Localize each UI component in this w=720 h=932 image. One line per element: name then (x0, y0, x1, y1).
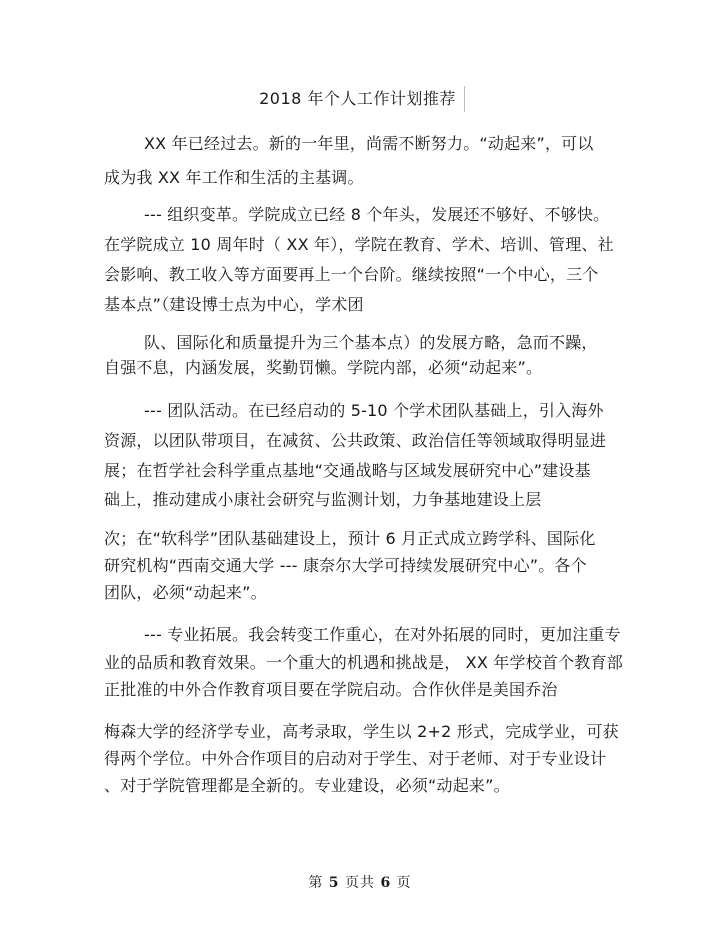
paragraph-line: 自强不息，内涵发展，奖勤罚懒。学院内部，必须“动起来”。 (104, 358, 543, 377)
paragraph-line: 会影响、教工收入等方面要再上一个台阶。继续按照“一个中心，三个 (104, 265, 599, 284)
title-area (0, 86, 720, 112)
paragraph-line: 研究机构“西南交通大学 --- 康奈尔大学可持续发展研究中心”。各个 (104, 556, 587, 575)
footer-total-pages: 6 (380, 875, 392, 891)
paragraph-line: 、对于学院管理都是全新的。专业建设，必须“动起来”。 (104, 776, 510, 795)
paragraph-line: 得两个学位。中外合作项目的启动对于学生、对于老师、对于专业设计 (104, 749, 607, 768)
paragraph-line: 团队，必须“动起来”。 (104, 583, 267, 602)
footer-prefix: 第 (308, 875, 329, 891)
paragraph-line: 基本点”（建设博士点为中心，学术团 (104, 295, 364, 314)
paragraph-line: 在学院成立 10 周年时（ XX 年），学院在教育、学术、培训、管理、社 (104, 235, 614, 254)
paragraph-line: 资源，以团队带项目，在减贫、公共政策、政治信任等领域取得明显进 (104, 431, 607, 450)
paragraph-line: 次；在“软科学”团队基础建设上，预计 6 月正式成立跨学科、国际化 (104, 529, 596, 548)
paragraph-line: 成为我 XX 年工作和生活的主基调。 (104, 168, 364, 187)
footer-middle: 页共 (339, 875, 381, 891)
footer-suffix: 页 (391, 875, 412, 891)
paragraph-line: 础上，推动建成小康社会研究与监测计划，力争基地建设上层 (104, 490, 542, 509)
paragraph-line: 业的品质和教育效果。一个重大的机遇和挑战是， XX 年学校首个教育部 (104, 653, 623, 672)
paragraph-line: --- 专业拓展。我会转变工作重心，在对外拓展的同时，更加注重专 (144, 625, 621, 644)
document-title: 2018 年个人工作计划推荐 (255, 86, 465, 112)
paragraph-line: 正批准的中外合作教育项目要在学院启动。合作伙伴是美国乔治 (104, 680, 558, 699)
paragraph-line: --- 组织变革。学院成立已经 8 个年头，发展还不够好、不够快。 (144, 205, 610, 224)
page-footer (0, 872, 720, 892)
paragraph-line: 队、国际化和质量提升为三个基本点）的发展方略，急而不躁， (144, 333, 598, 352)
paragraph-line: XX 年已经过去。新的一年里，尚需不断努力。“动起来”，可以 (144, 134, 594, 153)
paragraph-line: 梅森大学的经济学专业，高考录取，学生以 2+2 形式，完成学业，可获 (104, 722, 619, 741)
paragraph-line: 展；在哲学社会科学重点基地“交通战略与区域发展研究中心”建设基 (104, 461, 591, 480)
footer-current-page: 5 (328, 875, 340, 891)
paragraph-line: --- 团队活动。在已经启动的 5-10 个学术团队基础上，引入海外 (144, 401, 604, 420)
